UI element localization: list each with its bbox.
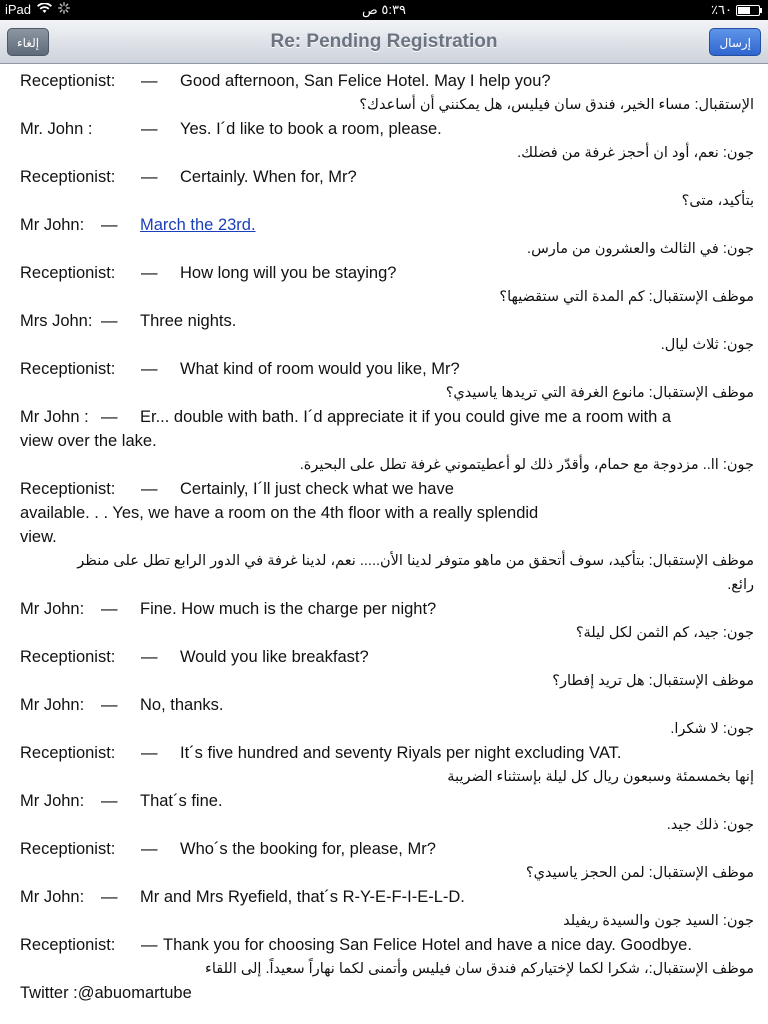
line-text: Good afternoon, San Felice Hotel. May I help you?: [180, 72, 551, 90]
arabic-translation: جون: لا شكرا.: [670, 721, 754, 737]
line-text: Thank you for choosing San Felice Hotel and have a nice day. Goodbye.: [163, 936, 692, 954]
line-text: Fine. How much is the charge per night?: [140, 600, 437, 618]
line-continuation: view over the lake.: [20, 432, 157, 450]
dialogue-line: [20, 261, 754, 285]
page-title: Re: Pending Registration: [270, 31, 498, 52]
dash: —: [141, 648, 158, 666]
dash: —: [141, 480, 158, 498]
speaker: Receptionist:: [20, 264, 116, 282]
arabic-translation: جون: اا.. مزدوجة مع حمام، وأقدّر ذلك لو أعطيتموني غرفة تطل على البحيرة.: [299, 457, 754, 473]
arabic-translation: موظف الإستقبال: كم المدة التي ستقضيها؟: [499, 289, 754, 305]
dash: —: [141, 360, 158, 378]
dash: —: [101, 408, 118, 426]
speaker: Receptionist:: [20, 72, 116, 90]
dash: —: [141, 264, 158, 282]
dash: —: [101, 312, 118, 330]
speaker: Mr John:: [20, 696, 85, 714]
line-text: Who´s the booking for, please, Mr?: [180, 840, 436, 858]
dash: —: [101, 696, 118, 714]
arabic-translation: جون: نعم، أود ان أحجز غرفة من فضلك.: [517, 145, 754, 161]
dialogue-line: [20, 837, 754, 861]
arabic-translation: رائع.: [727, 577, 754, 593]
arabic-translation: موظف الإستقبال: مانوع الغرفة التي تريدها ياسيدي؟: [445, 385, 754, 401]
arabic-translation: جون: السيد جون والسيدة ريفيلد: [563, 913, 754, 929]
line-text: Mr and Mrs Ryefield, that´s R-Y-E-F-I-E-L-D.: [140, 888, 465, 906]
cancel-button[interactable]: إلغاء: [7, 28, 49, 56]
speaker: Mr John:: [20, 792, 85, 810]
dash: —: [141, 120, 158, 138]
dash: —: [141, 936, 158, 954]
navigation-bar: [0, 20, 768, 64]
dialogue-line: [20, 741, 754, 765]
date-link[interactable]: March the 23rd.: [140, 216, 256, 234]
speaker: Mrs John:: [20, 312, 93, 330]
arabic-translation: جون: في الثالث والعشرون من مارس.: [527, 241, 754, 257]
speaker: Receptionist:: [20, 840, 116, 858]
dialogue-line: [20, 405, 754, 429]
arabic-translation: موظف الإستقبال: لمن الحجز ياسيدي؟: [525, 865, 754, 881]
message-body[interactable]: [0, 64, 768, 1024]
dialogue-line: [20, 789, 754, 813]
arabic-text: إنها بخمسمئة وسبعون ريال كل ليلة بإستثناء الضريبة: [447, 769, 754, 785]
line-text: No, thanks.: [140, 696, 224, 714]
line-text: What kind of room would you like, Mr?: [180, 360, 460, 378]
dialogue-line: [20, 69, 754, 93]
line-continuation: view.: [20, 528, 57, 546]
dash: —: [101, 600, 118, 618]
arabic-translation: موظف الإستقبال: بتأكيد، سوف أتحقق من ماهو متوفر لدينا الأن..... نعم، لدينا غرفة في الدور الرابع تطل على منظر: [77, 553, 754, 569]
line-continuation: available. . . Yes, we have a room on the 4th floor with a really splendid: [20, 504, 539, 522]
line-text: That´s fine.: [140, 792, 223, 810]
dialogue-line: [20, 117, 754, 141]
speaker: Receptionist:: [20, 744, 116, 762]
arabic-translation: بتأكيد، متى؟: [681, 193, 754, 209]
line-text: Certainly. When for, Mr?: [180, 168, 357, 186]
speaker: Mr John:: [20, 888, 85, 906]
arabic-translation: موظف الإستقبال: هل تريد إفطار؟: [552, 673, 754, 689]
dash: —: [141, 72, 158, 90]
dialogue-line: [20, 597, 754, 621]
speaker: Receptionist:: [20, 360, 116, 378]
status-time: ٥:٣٩ ص: [362, 2, 406, 17]
battery-percent: ٪٦٠: [711, 2, 732, 17]
dash: —: [141, 168, 158, 186]
dash: —: [101, 792, 118, 810]
device-name: iPad: [5, 2, 32, 17]
line-text: Would you like breakfast?: [180, 648, 369, 666]
line-text: Certainly, I´ll just check what we have: [180, 480, 454, 498]
dialogue-line: [20, 477, 754, 501]
speaker: Receptionist:: [20, 648, 116, 666]
dialogue-line: [20, 933, 754, 957]
arabic-translation: جون: ذلك جيد.: [666, 817, 754, 833]
dash: —: [101, 216, 118, 234]
line-text: Er... double with bath. I´d appreciate it if you could give me a room with a: [140, 408, 672, 426]
arabic-translation: جون: ثلاث ليال.: [660, 337, 754, 353]
status-bar: [0, 0, 768, 20]
speaker: Receptionist:: [20, 480, 116, 498]
speaker: Receptionist:: [20, 168, 116, 186]
dialogue-line: [20, 645, 754, 669]
speaker: Mr. John :: [20, 120, 93, 138]
speaker: Mr John:: [20, 216, 85, 234]
line-text: It´s five hundred and seventy Riyals per night excluding VAT.: [180, 744, 622, 762]
dialogue-line: [20, 309, 754, 333]
arabic-translation: الإستقبال: مساء الخير، فندق سان فيليس، هل يمكنني أن أساعدك؟: [359, 97, 754, 113]
speaker: Receptionist:: [20, 936, 116, 954]
dialogue-line: [20, 165, 754, 189]
line-text: Yes. I´d like to book a room, please.: [180, 120, 442, 138]
dash: —: [141, 840, 158, 858]
line-text: How long will you be staying?: [180, 264, 397, 282]
dialogue-line: [20, 357, 754, 381]
arabic-translation: موظف الإستقبال:، شكرا لكما لإختياركم فندق سان فيليس وأتمنى لكما نهاراً سعيداً. إلى اللقاء: [205, 961, 754, 977]
line-text: Three nights.: [140, 312, 237, 330]
speaker: Mr John :: [20, 408, 89, 426]
dialogue-line: [20, 213, 754, 237]
dialogue-line: [20, 885, 754, 909]
dash: —: [101, 888, 118, 906]
battery-icon: [736, 5, 760, 16]
speaker: Mr John:: [20, 600, 85, 618]
arabic-translation: جون: جيد، كم الثمن لكل ليلة؟: [575, 625, 754, 641]
twitter-signature: Twitter :@abuomartube: [20, 984, 192, 1002]
send-button[interactable]: إرسال: [709, 28, 761, 56]
dialogue-line: [20, 693, 754, 717]
dash: —: [141, 744, 158, 762]
